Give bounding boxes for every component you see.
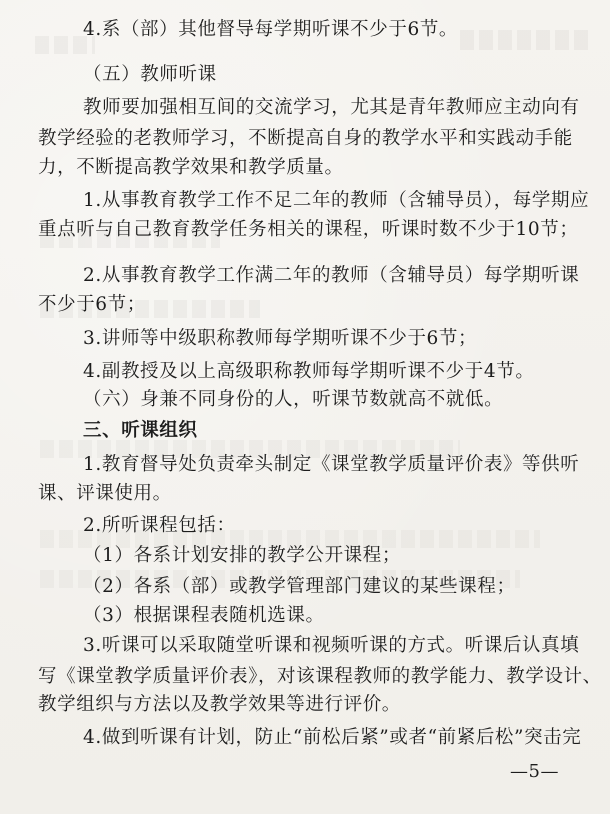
page-number: —5— bbox=[510, 761, 559, 782]
paragraph-line: 教学经验的老教师学习，不断提高自身的教学水平和实践动手能 bbox=[38, 128, 573, 149]
list-item-line: 4.做到听课有计划，防止“前松后紧”或者“前紧后松”突击完 bbox=[83, 727, 582, 748]
list-item-line: 2.所听课程包括： bbox=[83, 515, 236, 536]
list-item-line: 1.从事教育教学工作不足二年的教师（含辅导员），每学期应 bbox=[83, 190, 590, 211]
list-item-line: 重点听与自己教育教学任务相关的课程，听课时数不少于10节； bbox=[38, 219, 579, 240]
section-heading: （六）身兼不同身份的人，听课节数就高不就低。 bbox=[83, 389, 504, 410]
chapter-heading: 三、听课组织 bbox=[83, 420, 198, 441]
paragraph-line: 力，不断提高教学效果和教学质量。 bbox=[38, 157, 344, 178]
section-heading: （五）教师听课 bbox=[83, 64, 217, 85]
sub-list-item: （3）根据课程表随机选课。 bbox=[83, 605, 325, 626]
list-item-line: 教学组织与方法以及教学效果等进行评价。 bbox=[38, 694, 401, 715]
sub-list-item: （2）各系（部）或教学管理部门建议的某些课程； bbox=[83, 576, 516, 597]
list-item-line: 4.副教授及以上高级职称教师每学期听课不少于4节。 bbox=[83, 361, 535, 382]
paragraph-line: 教师要加强相互间的交流学习，尤其是青年教师应主动向有 bbox=[83, 97, 580, 118]
list-item-line: 写《课堂教学质量评价表》，对该课程教师的教学能力、教学设计、 bbox=[38, 666, 602, 687]
list-item-line: 3.讲师等中级职称教师每学期听课不少于6节； bbox=[83, 328, 478, 349]
sub-list-item: （1）各系计划安排的教学公开课程； bbox=[83, 545, 401, 566]
text-line: 4.系（部）其他督导每学期听课不少于6节。 bbox=[83, 19, 459, 40]
list-item-line: 课、评课使用。 bbox=[38, 483, 172, 504]
list-item-line: 2.从事教育教学工作满二年的教师（含辅导员）每学期听课 bbox=[83, 265, 580, 286]
list-item-line: 1.教育督导处负责牵头制定《课堂教学质量评价表》等供听 bbox=[83, 454, 580, 475]
list-item-line: 不少于6节； bbox=[38, 294, 146, 315]
list-item-line: 3.听课可以采取随堂听课和视频听课的方式。听课后认真填 bbox=[83, 635, 580, 656]
